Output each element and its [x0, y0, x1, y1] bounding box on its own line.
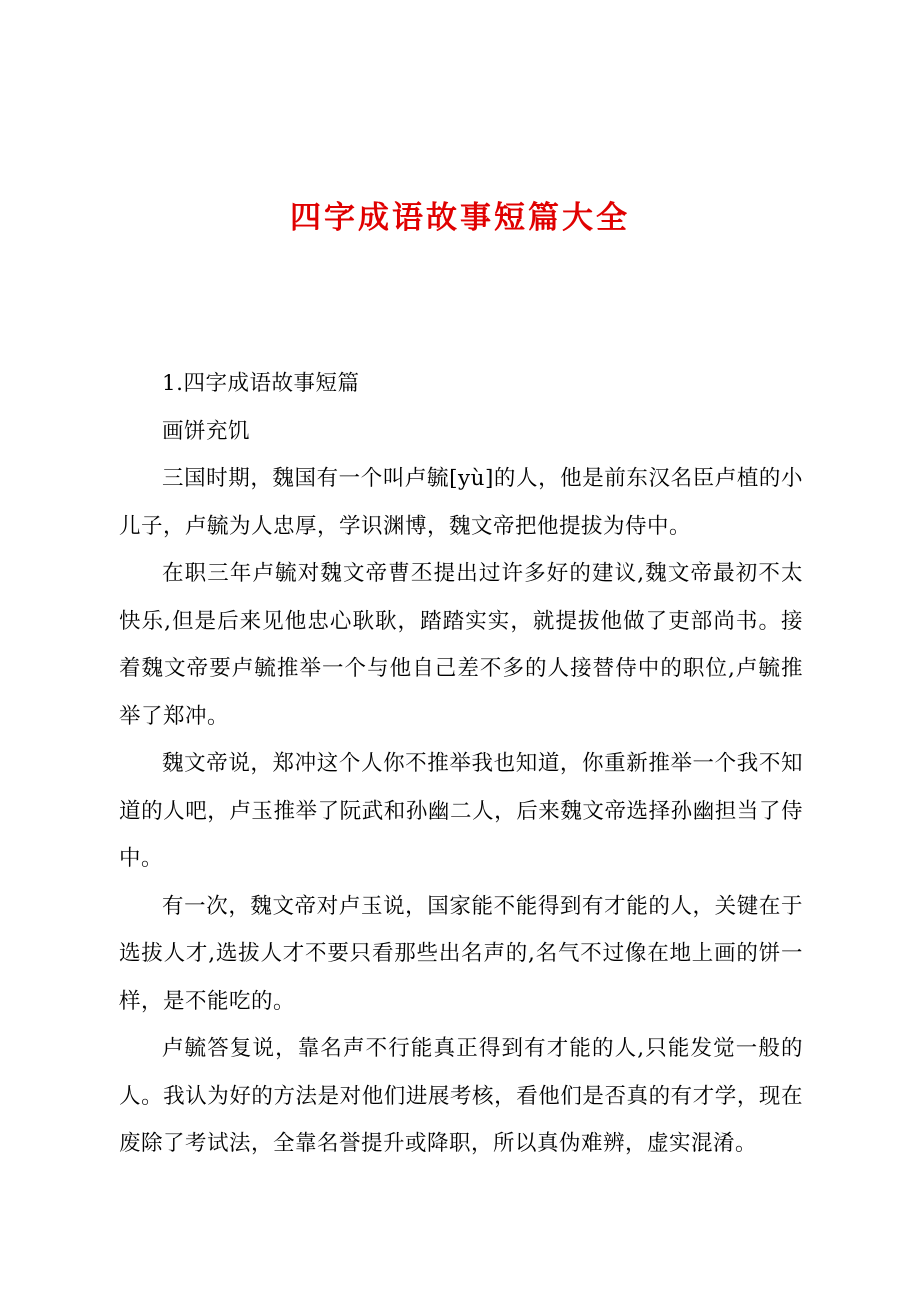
- paragraph: 在职三年卢毓对魏文帝曹丕提出过许多好的建议,魏文帝最初不太快乐,但是后来见他忠心耿耿，踏踏实实，就提拔他做了吏部尚书。接着魏文帝要卢毓推举一个与他自己差不多的人接替侍中的职位,卢毓推举了郑冲。: [119, 561, 803, 729]
- document-body: [119, 360, 803, 1168]
- paragraph: 有一次，魏文帝对卢玉说，国家能不能得到有才能的人，关键在于选拔人才,选拔人才不要只看那些出名声的,名气不过像在地上画的饼一样，是不能吃的。: [119, 893, 803, 1014]
- page-title: 四字成语故事短篇大全: [290, 200, 630, 236]
- paragraph-heading: 1.四字成语故事短篇: [162, 371, 360, 396]
- paragraph-subheading: 画饼充饥: [162, 418, 251, 444]
- paragraph: 三国时期，魏国有一个叫卢毓[yù]的人，他是前东汉名臣卢植的小儿子，卢毓为人忠厚，学识渊博，魏文帝把他提拔为侍中。: [119, 466, 803, 539]
- paragraph: 魏文帝说，郑冲这个人你不推举我也知道，你重新推举一个我不知道的人吧，卢玉推举了阮武和孙幽二人，后来魏文帝选择孙幽担当了侍中。: [119, 751, 803, 871]
- paragraph: 卢毓答复说，靠名声不行能真正得到有才能的人,只能发觉一般的人。我认为好的方法是对他们进展考核，看他们是否真的有才学，现在废除了考试法，全靠名誉提升或降职，所以真伪难辨，虚实混淆。: [119, 1036, 803, 1156]
